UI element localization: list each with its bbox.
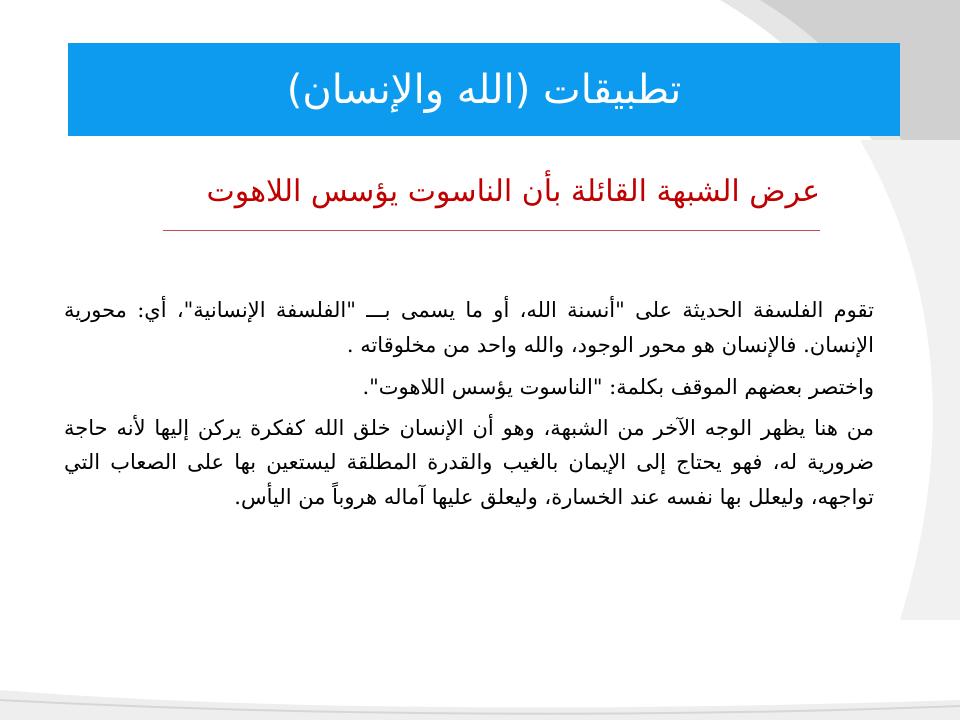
paragraph-1: تقوم الفلسفة الحديثة على "أنسنة الله، أو ما يسمى بـــ "الفلسفة الإنسانية"، أي: محورية الإنسان. فالإنسان هو محور الوجود، والله واحد من مخلوقاته .: [64, 298, 874, 357]
paragraph-2: واختصر بعضهم الموقف بكلمة: "الناسوت يؤسس اللاهوت".: [362, 375, 874, 399]
paragraph-3: من هنا يظهر الوجه الآخر من الشبهة، وهو أن الإنسان خلق الله كفكرة يركن إليها لأنه حاجة ضرورية له، فهو يحتاج إلى الإيمان بالغيب والقدرة المطلقة ليستعين بها على الصعاب التي تواجهه، وليعلل بها نفسه عند الخسارة، وليعلق عليها آماله هروباً من اليأس.: [64, 415, 874, 509]
title-bar: [68, 43, 900, 136]
subtitle-underline: [163, 230, 820, 231]
slide-title: تطبيقات (الله والإنسان): [286, 66, 682, 113]
slide-curve-right: [860, 140, 960, 620]
slide-subtitle: عرض الشبهة القائلة بأن الناسوت يؤسس اللاهوت: [206, 174, 820, 209]
body-text: [64, 293, 874, 514]
slide-curve-bottom: [0, 690, 960, 720]
